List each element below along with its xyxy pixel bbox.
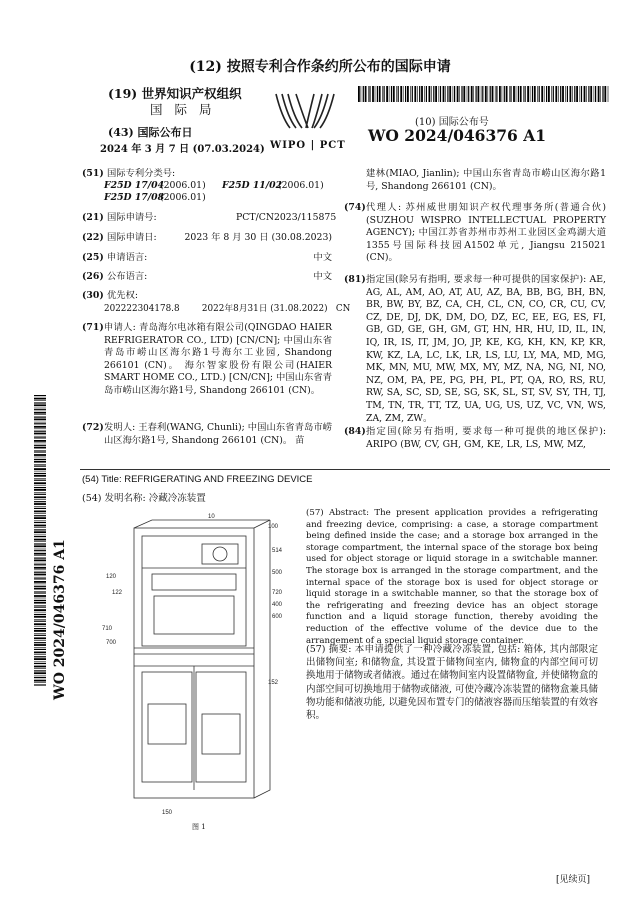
field-22-title: 国际申请日:: [106, 232, 157, 243]
field-22-label: (22): [82, 232, 104, 243]
field-25-title: 申请语言:: [106, 252, 148, 263]
field-21-label: (21): [82, 212, 104, 223]
field-71: [82, 322, 332, 398]
field-30: [82, 290, 138, 303]
side-barcode-icon: [34, 395, 46, 685]
fig-label-100: 100: [268, 524, 279, 530]
field-81: [344, 274, 606, 425]
field-21-title: 国际申请号:: [106, 212, 157, 223]
fig-label-710: 710: [102, 626, 113, 632]
org-name-text: 世界知识产权组织: [141, 86, 242, 101]
inventors: 发明人: 王春利(WANG, Chunli); 中国山东省青岛市崂山区海尔路1号, Shandong 266101 (CN)。 苗: [104, 422, 332, 446]
priority-data: 202222304178.8 2022年8月31日 (31.08.2022) CN: [104, 304, 351, 314]
title-english: (54) Title: REFRIGERATING AND FREEZING DEVICE: [82, 474, 313, 485]
inventors-continued: 建林(MIAO, Jianlin); 中国山东省青岛市崂山区海尔路1号, Shandong 266101 (CN)。: [366, 168, 606, 192]
fig-label-720: 720: [272, 590, 283, 596]
agent: 代理人: 苏州威世朋知识产权代理事务所(普通合伙) (SUZHOU WISPRO INTELLECTUAL PROPERTY AGENCY); 中国江苏省苏州市苏州工业园区金鸡湖大道1355号国际科技园A1502单元, Jiangsu 215021 (CN)。: [366, 202, 606, 264]
pub-language: 中文: [313, 271, 332, 282]
field-30-title: 优先权:: [106, 290, 138, 301]
pub-number-label: (10) 国际公布号: [415, 117, 489, 128]
field-22: [82, 232, 157, 245]
wipo-logo-icon: [268, 88, 342, 136]
field-51: [82, 168, 322, 181]
fig-label-120: 120: [106, 574, 117, 580]
field-51-title: 国际专利分类号:: [106, 168, 176, 179]
abstract-english: (57) Abstract: The present application provides a refrigerating and freezing device, comprising: a case, a storage compartment being defined inside the case; and a storage box arranged in the storage compartment, the internal space of the storage box being used for object storage or liquid storage in a switchable manner. The storage box is arranged in the storage compartment, and the internal space of the storage box is used for object storage or liquid storage in a switchable manner, so that the storage box of the refrigerating and freezing device has an object storage function and a liquid storage function, thereby avoiding the reduction of the effective volume of the device due to the arrangement of a special liquid storage container.: [306, 508, 598, 646]
field-72: [82, 422, 332, 447]
title-chinese: (54) 发明名称: 冷藏冷冻装置: [82, 493, 206, 504]
wipo-pct-label: WIPO | PCT: [270, 140, 346, 151]
document-title: (12) 按照专利合作条约所公布的国际申请: [189, 59, 451, 75]
filing-language: 中文: [313, 252, 332, 263]
org-field-number: (19): [108, 86, 138, 101]
fig-label-400: 400: [272, 602, 283, 608]
field-74: [344, 202, 606, 265]
field-72-label: (72): [82, 422, 104, 433]
field-81-label: (81): [344, 274, 366, 285]
ipc-year-1: (2006.01): [160, 180, 206, 191]
fig-label-150: 150: [162, 810, 173, 816]
field-84: [344, 426, 606, 451]
fig-label-500: 500: [272, 570, 283, 576]
barcode-icon: [358, 86, 608, 102]
application-number: PCT/CN2023/115875: [236, 212, 337, 223]
field-26: [82, 271, 147, 284]
pub-date: 2024 年 3 月 7 日 (07.03.2024): [100, 144, 265, 155]
field-84-label: (84): [344, 426, 366, 437]
field-21: [82, 212, 157, 225]
pub-number: WO 2024/046376 A1: [368, 126, 547, 145]
fig-label-514: 514: [272, 548, 283, 554]
fig-label-152: 152: [268, 680, 279, 686]
designated-states: 指定国(除另有指明, 要求每一种可提供的国家保护): AE, AG, AL, AM, AO, AT, AU, AZ, BA, BB, BG, BH, BN, BR, BW, BY, BZ, CA, CH, CL, CN, CO, CR, CU, CV, CZ, DE, DJ, DK, DM, DO, DZ, EC, EE, EG, ES, FI, GB, GD, GE, GH, GM, GT, HN, HR, HU, ID, IL, IN, IQ, IR, IS, IT, JM, JO, JP, KE, KG, KH, KN, KP, KR, KW, KZ, LA, LC, LK, LR, LS, LU, LY, MA, MD, MG, MK, MN, MU, MW, MX, MY, MZ, NA, NG, NI, NO, NZ, OM, PA, PE, PG, PH, PL, PT, QA, RO, RS, RU, RW, SA, SC, SD, SE, SG, SK, SL, ST, SV, SY, TH, TJ, TM, TN, TR, TT, TZ, UA, UG, US, UZ, VC, VN, WS, ZA, ZM, ZW。: [366, 274, 606, 424]
pub-date-label: (43) 国际公布日: [108, 126, 193, 139]
refrigerator-drawing: [92, 514, 302, 818]
regional-states: 指定国(除另有指明, 要求每一种可提供的地区保护): ARIPO (BW, CV, GH, GM, KE, LR, LS, MW, MZ,: [366, 426, 606, 450]
ipc-code-2: F25D 11/02: [222, 180, 283, 191]
fig-label-600: 600: [272, 614, 283, 620]
filing-date: 2023 年 8 月 30 日 (30.08.2023): [184, 232, 332, 243]
field-30-label: (30): [82, 290, 104, 301]
field-25: [82, 252, 147, 265]
figure-caption: 图 1: [192, 823, 206, 831]
bureau-name: 国 际 局: [150, 102, 216, 117]
side-pub-number: WO 2024/046376 A1: [52, 539, 68, 700]
field-26-title: 公布语言:: [106, 271, 148, 282]
field-51-label: (51): [82, 168, 104, 179]
field-26-label: (26): [82, 271, 104, 282]
fig-label-122: 122: [112, 590, 123, 596]
ipc-code-3: F25D 17/08: [104, 192, 165, 203]
field-74-label: (74): [344, 202, 366, 213]
applicants: 申请人: 青岛海尔电冰箱有限公司(QINGDAO HAIER REFRIGERATOR CO., LTD) [CN/CN]; 中国山东省青岛市崂山区海尔路1号海尔工业园, Shandong 266101 (CN)。 海尔智家股份有限公司(HAIER SMART HOME CO., LTD.) [CN/CN]; 中国山东省青岛市崂山区海尔路1号, Shandong 266101 (CN)。: [104, 322, 332, 396]
abstract-chinese: (57) 摘要: 本申请提供了一种冷藏冷冻装置, 包括: 箱体, 其内部限定出储物间室; 和储物盒, 其设置于储物间室内, 储物盒的内部空间可切换地用于储物或者储液。通过在储物间室内设置储物盒, 并使储物盒的内部空间可切换地用于储物或储液, 可使冷藏冷冻装置的储物盒兼具储物功能和储液功能, 以避免因布置专门的储液容器而压缩装置的有效容积。: [306, 644, 598, 722]
fig-label-10: 10: [208, 514, 215, 520]
ipc-year-3: (2006.01): [160, 192, 206, 203]
fig-label-700: 700: [106, 640, 117, 646]
ipc-year-2: (2006.01): [278, 180, 324, 191]
ipc-code-1: F25D 17/04: [104, 180, 165, 191]
continued-note: [见续页]: [556, 875, 591, 885]
field-71-label: (71): [82, 322, 104, 333]
divider: [80, 469, 610, 470]
field-25-label: (25): [82, 252, 104, 263]
